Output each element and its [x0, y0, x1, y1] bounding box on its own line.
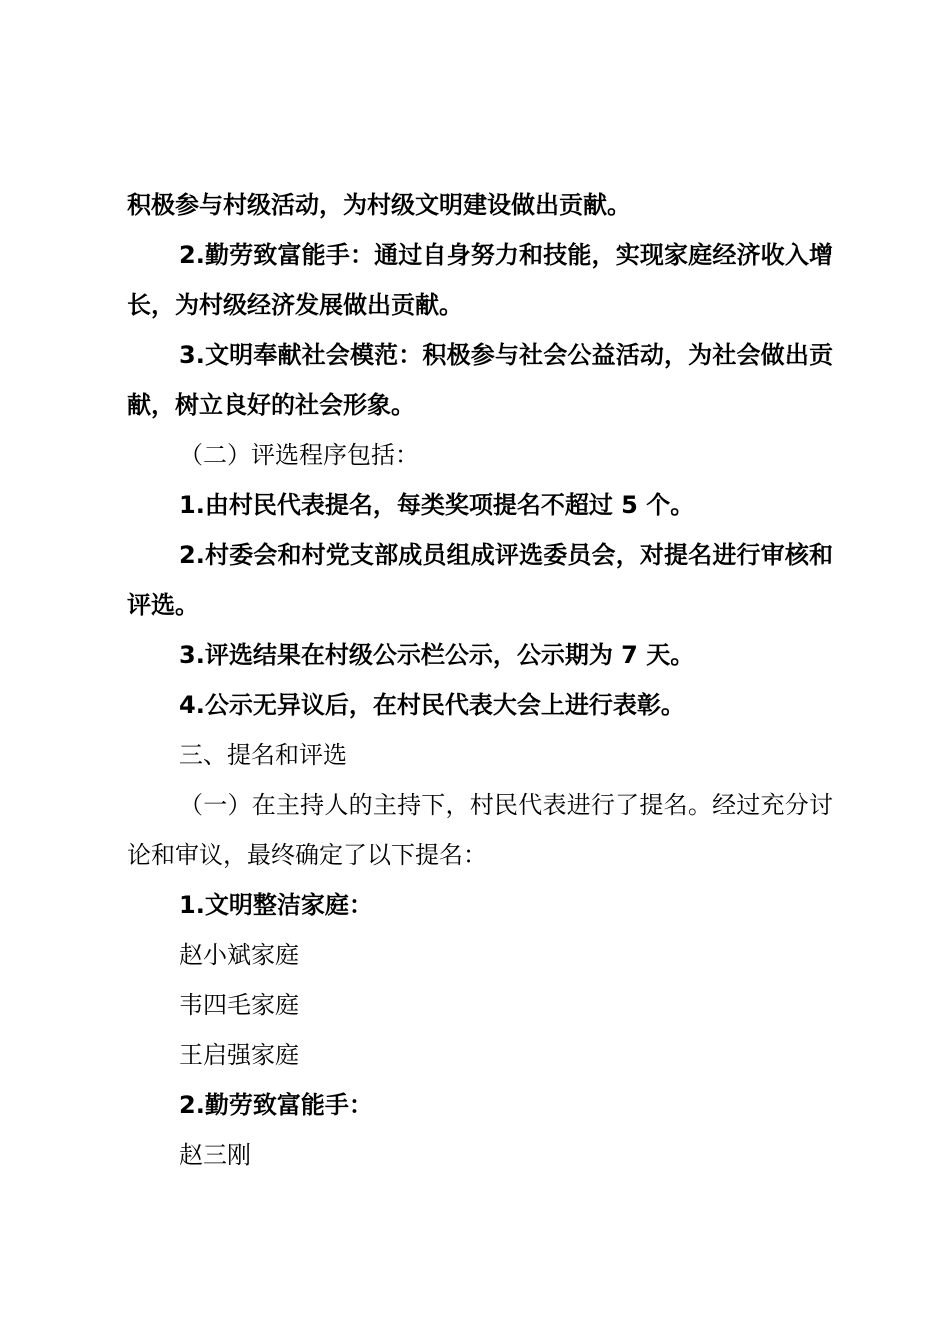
paragraph-procedure-2: 2.村委会和村党支部成员组成评选委员会，对提名进行审核和评选。 — [127, 541, 833, 619]
nominee-item: 王启强家庭 — [179, 1041, 299, 1069]
paragraph-criteria-2: 2.勤劳致富能手：通过自身努力和技能，实现家庭经济收入增长，为村级经济发展做出贡献。 — [127, 241, 833, 319]
paragraph-criteria-continued: 积极参与村级活动，为村级文明建设做出贡献。 — [127, 191, 631, 219]
document-body — [127, 180, 833, 1180]
category-heading-civilized-family: 1.文明整洁家庭： — [179, 891, 373, 919]
section-heading-procedure: （二）评选程序包括： — [179, 441, 419, 469]
paragraph-criteria-3: 3.文明奉献社会模范：积极参与社会公益活动，为社会做出贡献，树立良好的社会形象。 — [127, 341, 833, 419]
nominee-item: 赵三刚 — [179, 1141, 251, 1169]
nominee-item: 赵小斌家庭 — [179, 941, 299, 969]
paragraph-procedure-4: 4.公示无异议后，在村民代表大会上进行表彰。 — [179, 691, 685, 719]
paragraph-procedure-1: 1.由村民代表提名，每类奖项提名不超过 5 个。 — [179, 491, 695, 519]
section-heading-nomination: 三、提名和评选 — [179, 741, 347, 769]
nominee-item: 韦四毛家庭 — [179, 991, 299, 1019]
paragraph-procedure-3: 3.评选结果在村级公示栏公示，公示期为 7 天。 — [179, 641, 695, 669]
paragraph-nomination-intro: （一）在主持人的主持下，村民代表进行了提名。经过充分讨论和审议，最终确定了以下提名： — [127, 791, 833, 869]
category-heading-hardworking-achiever: 2.勤劳致富能手： — [179, 1091, 373, 1119]
